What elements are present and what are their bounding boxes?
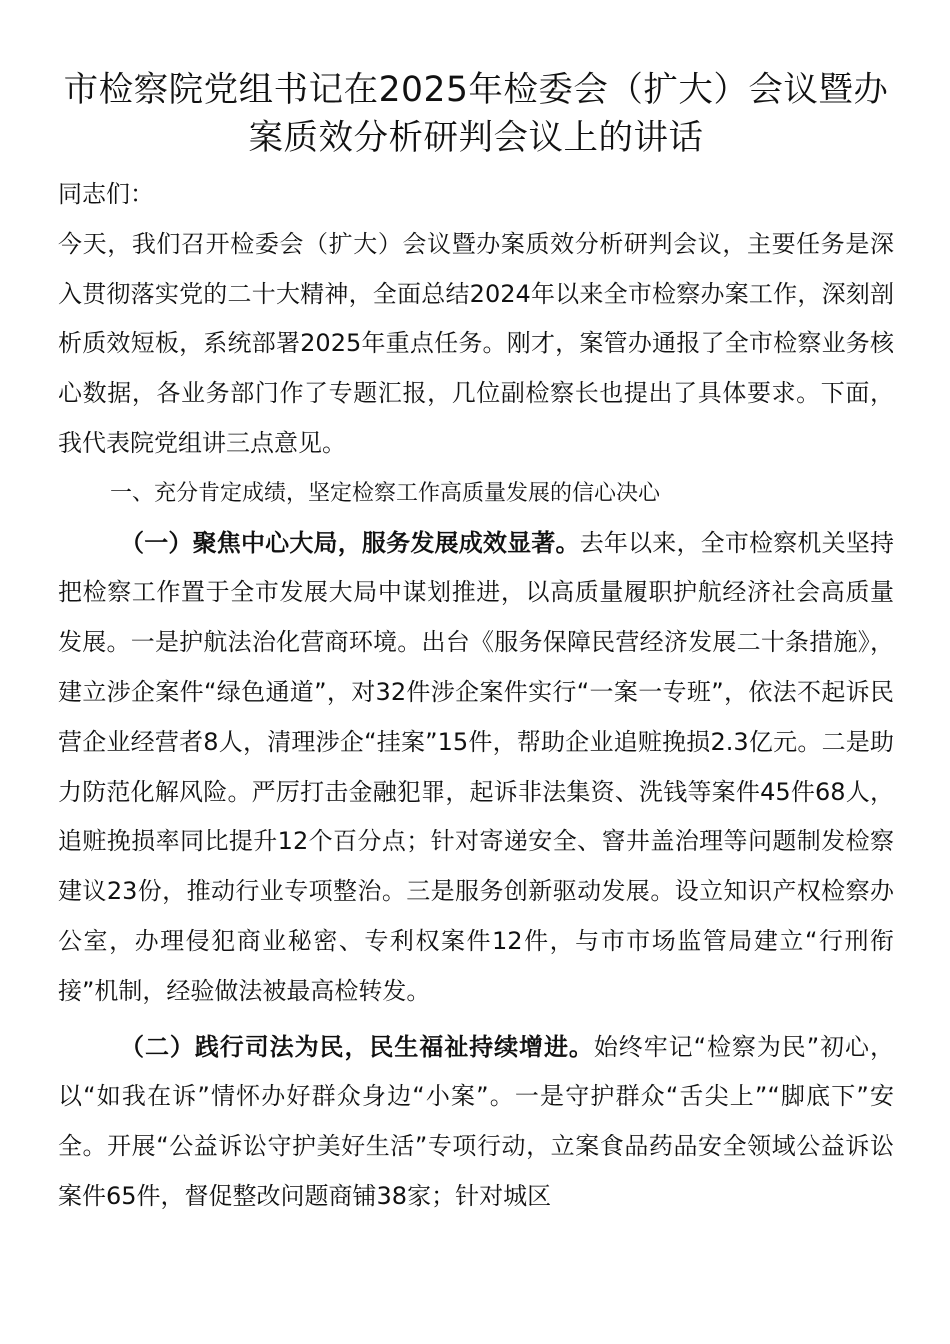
subsection-1-body: 去年以来，全市检察机关坚持把检察工作置于全市发展大局中谋划推进，以高质量履职护航经济社会高质量发展。一是护航法治化营商环境。出台《服务保障民营经济发展二十条措施》，建立涉企案件“绿色通道”，对32件涉企案件实行“一案一专班”，依法不起诉民营企业经营者8人，清理涉企“挂案”15件，帮助企业追赃挽损2.3亿元。二是助力防范化解风险。严厉打击金融犯罪，起诉非法集资、洗钱等案件45件68人，追赃挽损率同比提升12个百分点；针对寄递安全、窨井盖治理等问题制发检察建议23份，推动行业专项整治。三是服务创新驱动发展。设立知识产权检察办公室，办理侵犯商业秘密、专利权案件12件，与市市场监管局建立“行刑衔接”机制，经验做法被最高检转发。	[58, 528, 895, 1005]
subsection-2-body: 始终牢记“检察为民”初心，以“如我在诉”情怀办好群众身边“小案”。一是守护群众“舌尖上”“脚底下”安全。开展“公益诉讼守护美好生活”专项行动，立案食品药品安全领域公益诉讼案件65件，督促整改问题商铺38家；针对城区	[58, 1032, 894, 1210]
subsection-1-paragraph	[58, 519, 894, 1017]
intro-paragraph: 今天，我们召开检委会（扩大）会议暨办案质效分析研判会议，主要任务是深入贯彻落实党的二十大精神，全面总结2024年以来全市检察办案工作，深刻剖析质效短板，系统部署2025年重点任务。刚才，案管办通报了全市检察业务核心数据，各业务部门作了专题汇报，几位副检察长也提出了具体要求。下面，我代表院党组讲三点意见。	[58, 229, 894, 457]
salutation: 同志们：	[58, 180, 154, 208]
subsection-2-heading: （二）践行司法为民，民生福祉持续增进。	[120, 1032, 594, 1061]
document-title: 市检察院党组书记在2025年检委会（扩大）会议暨办案质效分析研判会议上的讲话	[63, 70, 889, 158]
section-1-heading: 一、充分肯定成绩，坚定检察工作高质量发展的信心决心	[110, 480, 661, 506]
subsection-1-heading: （一）聚焦中心大局，服务发展成效显著。	[120, 528, 580, 557]
subsection-2-paragraph	[58, 1023, 894, 1222]
